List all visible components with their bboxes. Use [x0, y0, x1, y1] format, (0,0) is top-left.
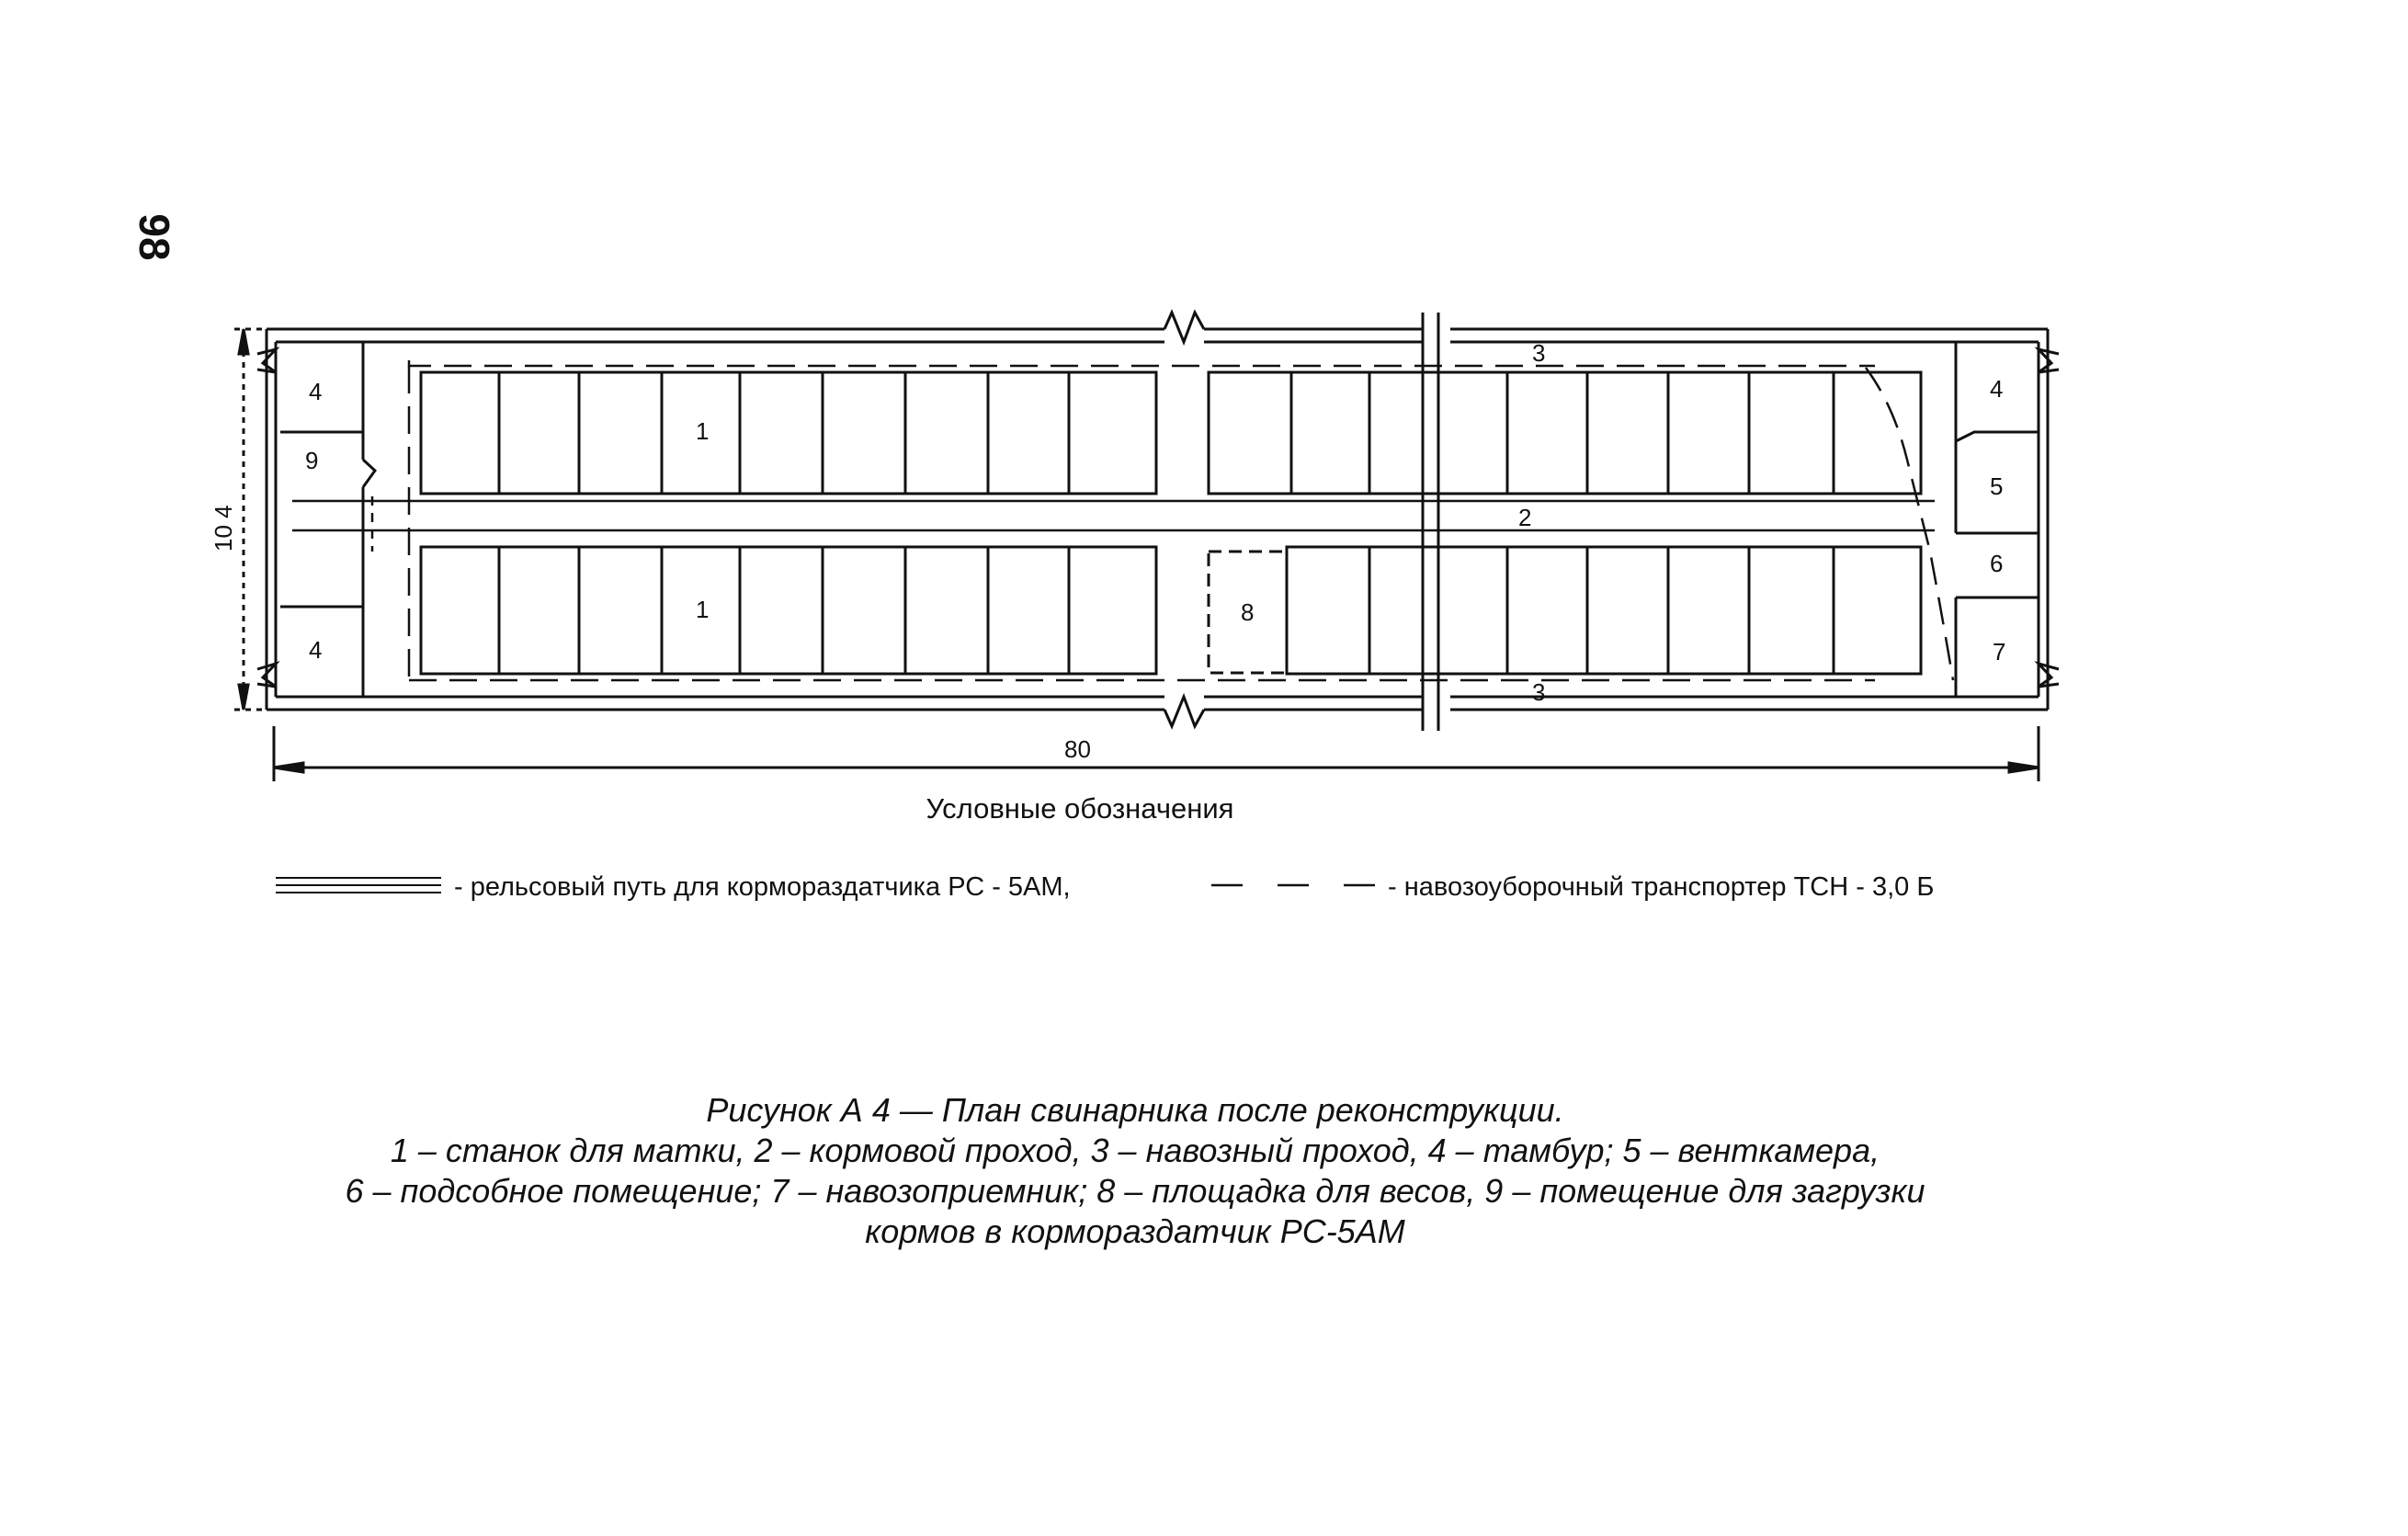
room-9-notch: [363, 460, 375, 487]
dimension-line-width: [274, 726, 2039, 781]
rail-track: [292, 501, 1935, 530]
label-vestibule-3: 4: [1990, 375, 2004, 403]
legend-rail-sample: [276, 878, 441, 893]
page-number: 98: [131, 213, 178, 261]
label-manure-receiver: 7: [1993, 638, 2006, 666]
dimension-height-label: 10 4: [210, 505, 237, 552]
center-wall-break: [1423, 313, 1438, 731]
legend-title: Условные обозначения: [926, 792, 1234, 825]
label-vestibule-1: 4: [309, 378, 323, 405]
label-manure-passage-top: 3: [1532, 339, 1546, 367]
label-feed-passage: 2: [1518, 504, 1532, 531]
stall-block-bottom-right: [1287, 547, 1921, 674]
label-vestibule-2: 4: [309, 636, 323, 664]
caption-title: Рисунок А 4 — План свинарника после реконструкции.: [706, 1091, 1564, 1129]
figure-caption: [221, 1090, 2050, 1252]
stall-block-top-right: [1209, 372, 1921, 494]
label-manure-passage-bottom: 3: [1532, 678, 1546, 706]
label-room-9: 9: [305, 447, 319, 474]
stall-block-bottom-left: [421, 547, 1156, 674]
wall-break-bottom: [1164, 697, 1204, 726]
stall-block-top-left: [421, 372, 1156, 494]
label-sow-stall-top: 1: [696, 417, 710, 445]
outer-wall-left: [267, 329, 276, 710]
caption-line-2: 1 – станок для матки, 2 – кормовой проход, 3 – навозный проход, 4 – тамбур; 5 – венткамера,: [390, 1132, 1880, 1169]
label-utility-room: 6: [1990, 550, 2004, 577]
label-vent-chamber: 5: [1990, 472, 2004, 500]
legend-conveyor-text: - навозоуборочный транспортер ТСН - 3,0 Б: [1388, 872, 1935, 902]
label-scale-platform: 8: [1241, 598, 1255, 626]
outer-wall-right: [2039, 329, 2048, 710]
legend-rail-text: - рельсовый путь для кормораздатчика РС - 5АМ,: [454, 872, 1071, 902]
conveyor-top: [409, 360, 1875, 366]
dimension-width-label: 80: [1064, 735, 1091, 763]
wall-break-top: [1164, 313, 1204, 342]
caption-line-4: кормов в кормораздатчик РС-5АМ: [865, 1212, 1405, 1250]
caption-line-3: 6 – подсобное помещение; 7 – навозоприемник; 8 – площадка для весов, 9 – помещение для загрузки: [345, 1172, 1925, 1210]
conveyor-right-curve: [1866, 368, 1953, 680]
label-sow-stall-bottom: 1: [696, 596, 710, 623]
dimension-line-height: [234, 329, 267, 710]
